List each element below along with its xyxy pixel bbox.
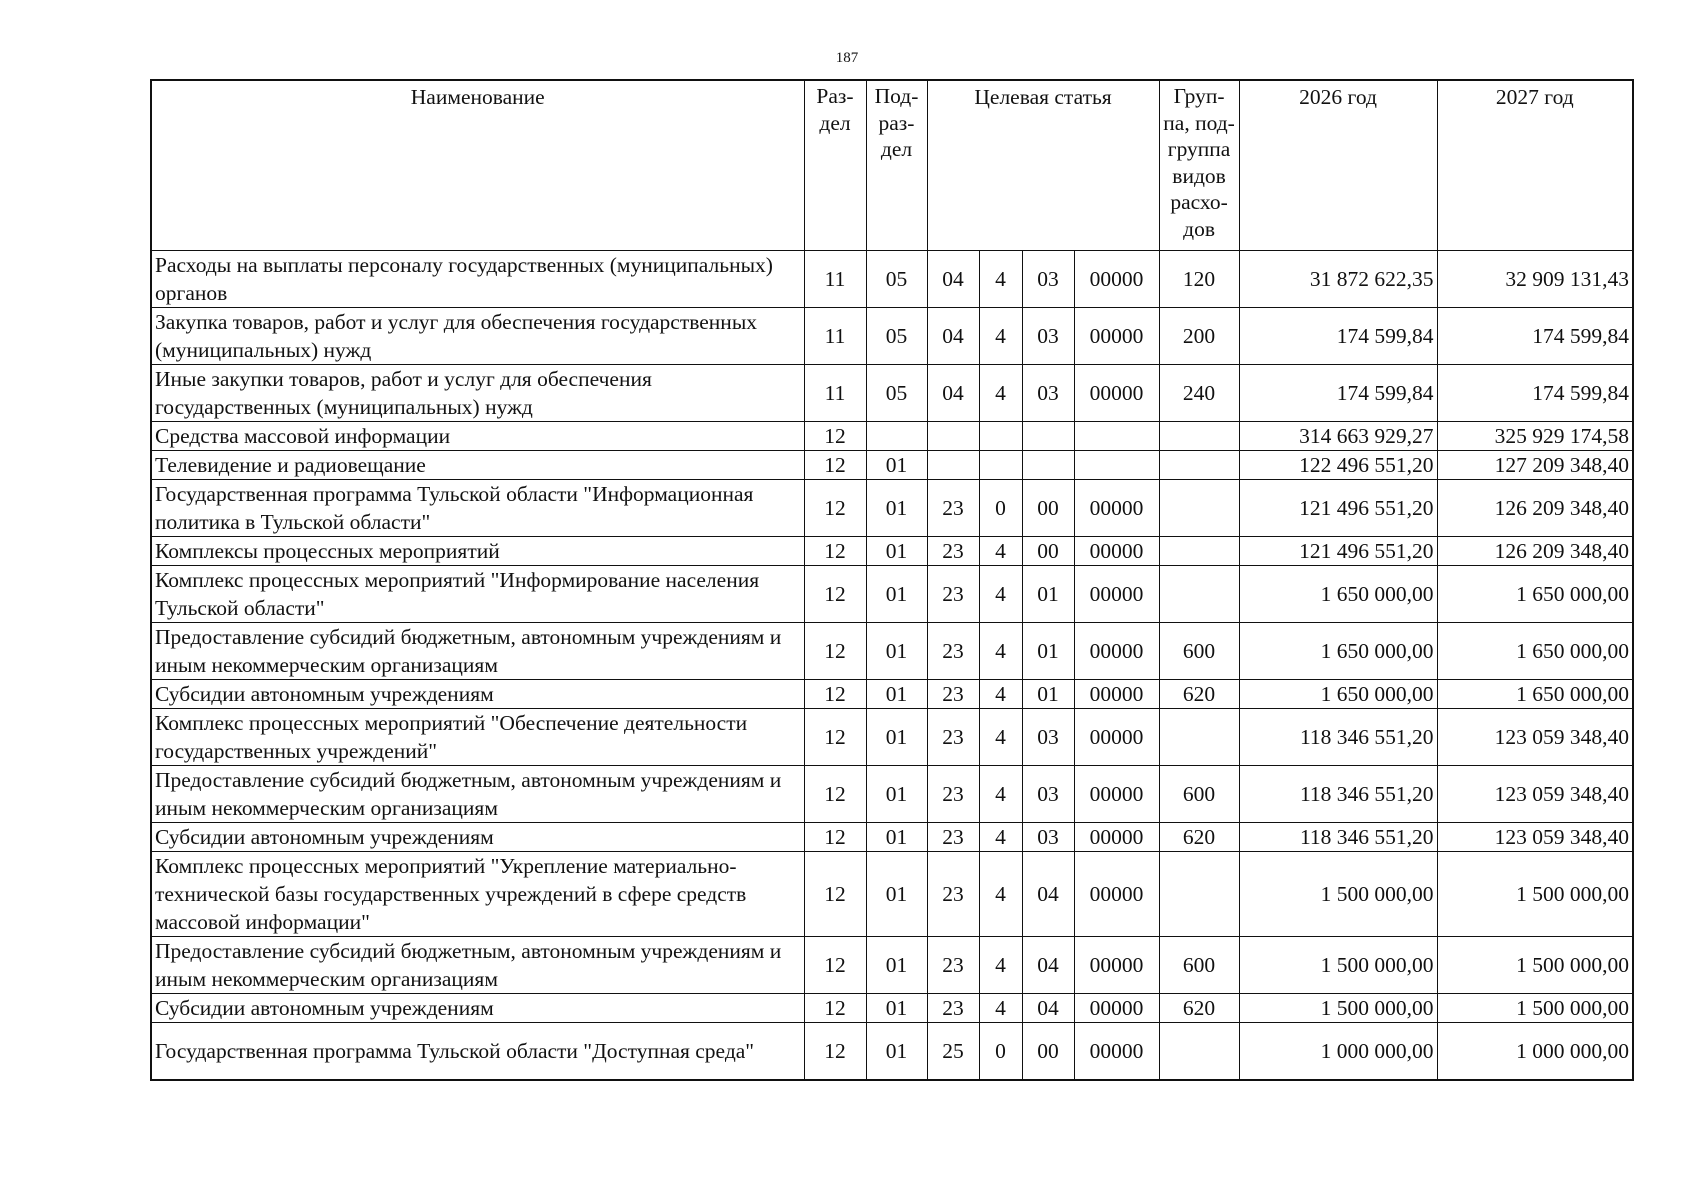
row-target-complex: 01 [1022,566,1074,623]
row-amount-2027: 123 059 348,40 [1437,823,1633,852]
row-section: 12 [804,680,866,709]
row-target-complex: 00 [1022,537,1074,566]
row-amount-2027: 123 059 348,40 [1437,709,1633,766]
row-target-program: 23 [927,566,979,623]
table-header-row [151,80,1633,251]
row-subsection: 01 [866,994,927,1023]
row-subsection: 01 [866,852,927,937]
row-amount-2027: 123 059 348,40 [1437,766,1633,823]
row-section: 12 [804,1023,866,1081]
row-subsection: 05 [866,365,927,422]
row-expense-group [1159,852,1239,937]
row-amount-2027: 1 500 000,00 [1437,852,1633,937]
row-target-direction: 00000 [1074,480,1159,537]
row-target-type: 4 [979,823,1022,852]
row-subsection [866,422,927,451]
row-target-type: 4 [979,937,1022,994]
row-target-program: 23 [927,994,979,1023]
row-target-type: 0 [979,480,1022,537]
row-target-direction [1074,451,1159,480]
row-target-complex: 01 [1022,623,1074,680]
row-section: 11 [804,308,866,365]
row-target-program [927,422,979,451]
row-target-program: 23 [927,937,979,994]
row-name: Предоставление субсидий бюджетным, автономным учреждениям и иным некоммерческим организациям [151,623,804,680]
row-section: 12 [804,852,866,937]
row-name: Субсидии автономным учреждениям [151,823,804,852]
table-row [151,1023,1633,1081]
row-amount-2027: 1 500 000,00 [1437,994,1633,1023]
row-target-program [927,451,979,480]
header-name: Наименование [151,80,804,251]
row-expense-group: 200 [1159,308,1239,365]
header-year-2026: 2026 год [1239,80,1437,251]
table-row [151,480,1633,537]
row-subsection: 01 [866,766,927,823]
row-target-program: 23 [927,680,979,709]
page-number: 187 [835,50,859,66]
row-expense-group: 600 [1159,623,1239,680]
row-expense-group: 240 [1159,365,1239,422]
row-amount-2027: 325 929 174,58 [1437,422,1633,451]
row-target-complex: 03 [1022,308,1074,365]
row-target-direction: 00000 [1074,709,1159,766]
row-target-complex: 01 [1022,680,1074,709]
row-target-direction [1074,422,1159,451]
row-expense-group [1159,480,1239,537]
row-expense-group [1159,422,1239,451]
table-row [151,680,1633,709]
row-section: 12 [804,623,866,680]
row-target-complex: 03 [1022,365,1074,422]
row-amount-2026: 118 346 551,20 [1239,709,1437,766]
table-row [151,766,1633,823]
row-section: 12 [804,709,866,766]
row-target-type: 4 [979,766,1022,823]
row-target-direction: 00000 [1074,852,1159,937]
row-target-type: 4 [979,852,1022,937]
row-amount-2026: 1 500 000,00 [1239,852,1437,937]
row-target-direction: 00000 [1074,365,1159,422]
table-row [151,709,1633,766]
row-target-complex: 03 [1022,709,1074,766]
row-target-program: 23 [927,537,979,566]
row-section: 11 [804,365,866,422]
row-subsection: 01 [866,680,927,709]
row-target-program: 23 [927,480,979,537]
row-amount-2026: 31 872 622,35 [1239,251,1437,308]
row-target-type [979,451,1022,480]
table-row [151,308,1633,365]
row-name: Комплекс процессных мероприятий "Обеспечение деятельности государственных учреждений" [151,709,804,766]
row-target-type: 4 [979,566,1022,623]
row-amount-2027: 1 500 000,00 [1437,937,1633,994]
row-target-direction: 00000 [1074,566,1159,623]
table-row [151,823,1633,852]
row-expense-group: 620 [1159,994,1239,1023]
row-target-direction: 00000 [1074,1023,1159,1081]
row-target-complex: 04 [1022,994,1074,1023]
budget-table [150,79,1634,1081]
row-expense-group [1159,1023,1239,1081]
header-expense-group: Груп- па, под- группа видов расхо- дов [1159,80,1239,251]
row-section: 11 [804,251,866,308]
row-target-direction: 00000 [1074,937,1159,994]
row-target-program: 23 [927,823,979,852]
row-name: Предоставление субсидий бюджетным, автономным учреждениям и иным некоммерческим организациям [151,766,804,823]
row-subsection: 01 [866,709,927,766]
table-row [151,251,1633,308]
row-subsection: 01 [866,480,927,537]
row-target-direction: 00000 [1074,680,1159,709]
row-amount-2027: 127 209 348,40 [1437,451,1633,480]
row-expense-group: 620 [1159,680,1239,709]
row-target-type: 4 [979,680,1022,709]
row-target-type: 4 [979,709,1022,766]
row-expense-group [1159,537,1239,566]
row-target-complex: 00 [1022,480,1074,537]
table-row [151,365,1633,422]
row-amount-2026: 118 346 551,20 [1239,766,1437,823]
row-section: 12 [804,451,866,480]
row-expense-group: 120 [1159,251,1239,308]
table-row [151,852,1633,937]
row-target-direction: 00000 [1074,308,1159,365]
row-name: Комплекс процессных мероприятий "Информирование населения Тульской области" [151,566,804,623]
row-target-direction: 00000 [1074,766,1159,823]
row-section: 12 [804,937,866,994]
row-subsection: 01 [866,937,927,994]
row-section: 12 [804,994,866,1023]
header-year-2027: 2027 год [1437,80,1633,251]
row-target-complex: 03 [1022,823,1074,852]
row-target-type: 4 [979,251,1022,308]
row-name: Субсидии автономным учреждениям [151,680,804,709]
row-target-complex [1022,451,1074,480]
row-target-direction: 00000 [1074,537,1159,566]
table-body [151,251,1633,1081]
row-amount-2026: 1 500 000,00 [1239,994,1437,1023]
row-section: 12 [804,537,866,566]
row-amount-2027: 1 000 000,00 [1437,1023,1633,1081]
row-target-program: 25 [927,1023,979,1081]
row-amount-2027: 126 209 348,40 [1437,480,1633,537]
row-subsection: 05 [866,251,927,308]
header-section: Раз- дел [804,80,866,251]
row-name: Предоставление субсидий бюджетным, автономным учреждениям и иным некоммерческим организациям [151,937,804,994]
row-target-type: 0 [979,1023,1022,1081]
row-subsection: 01 [866,823,927,852]
row-target-complex [1022,422,1074,451]
row-target-program: 23 [927,766,979,823]
row-amount-2026: 1 650 000,00 [1239,623,1437,680]
table-row [151,451,1633,480]
row-name: Государственная программа Тульской области "Информационная политика в Тульской области" [151,480,804,537]
row-target-program: 23 [927,852,979,937]
row-expense-group [1159,451,1239,480]
row-amount-2027: 126 209 348,40 [1437,537,1633,566]
row-expense-group: 620 [1159,823,1239,852]
row-amount-2026: 174 599,84 [1239,365,1437,422]
row-target-direction: 00000 [1074,251,1159,308]
row-amount-2026: 314 663 929,27 [1239,422,1437,451]
row-amount-2026: 118 346 551,20 [1239,823,1437,852]
row-amount-2027: 174 599,84 [1437,308,1633,365]
row-amount-2026: 122 496 551,20 [1239,451,1437,480]
row-amount-2026: 1 500 000,00 [1239,937,1437,994]
row-target-type [979,422,1022,451]
row-amount-2026: 1 650 000,00 [1239,680,1437,709]
row-section: 12 [804,566,866,623]
row-amount-2026: 121 496 551,20 [1239,480,1437,537]
row-expense-group: 600 [1159,937,1239,994]
row-amount-2027: 1 650 000,00 [1437,680,1633,709]
row-target-type: 4 [979,623,1022,680]
row-section: 12 [804,823,866,852]
table-row [151,623,1633,680]
row-subsection: 01 [866,537,927,566]
row-name: Государственная программа Тульской области "Доступная среда" [151,1023,804,1081]
row-amount-2027: 1 650 000,00 [1437,566,1633,623]
row-target-type: 4 [979,994,1022,1023]
row-target-program: 23 [927,709,979,766]
row-expense-group [1159,566,1239,623]
table-row [151,566,1633,623]
row-name: Закупка товаров, работ и услуг для обеспечения государственных (муниципальных) нужд [151,308,804,365]
row-target-direction: 00000 [1074,994,1159,1023]
row-section: 12 [804,480,866,537]
row-amount-2026: 1 650 000,00 [1239,566,1437,623]
row-section: 12 [804,766,866,823]
row-amount-2026: 174 599,84 [1239,308,1437,365]
row-amount-2027: 174 599,84 [1437,365,1633,422]
row-target-program: 04 [927,251,979,308]
row-amount-2026: 121 496 551,20 [1239,537,1437,566]
row-name: Иные закупки товаров, работ и услуг для обеспечения государственных (муниципальных) нужд [151,365,804,422]
table-row [151,422,1633,451]
row-expense-group: 600 [1159,766,1239,823]
header-target-article: Целевая статья [927,80,1159,251]
row-target-complex: 04 [1022,937,1074,994]
row-amount-2027: 32 909 131,43 [1437,251,1633,308]
row-target-type: 4 [979,537,1022,566]
row-target-complex: 03 [1022,766,1074,823]
row-target-complex: 03 [1022,251,1074,308]
row-section: 12 [804,422,866,451]
row-name: Комплексы процессных мероприятий [151,537,804,566]
row-name: Средства массовой информации [151,422,804,451]
row-target-program: 23 [927,623,979,680]
row-target-complex: 00 [1022,1023,1074,1081]
table-row [151,937,1633,994]
row-name: Расходы на выплаты персоналу государственных (муниципальных) органов [151,251,804,308]
row-name: Телевидение и радиовещание [151,451,804,480]
row-subsection: 01 [866,623,927,680]
row-subsection: 01 [866,1023,927,1081]
row-name: Субсидии автономным учреждениям [151,994,804,1023]
table-row [151,537,1633,566]
row-subsection: 05 [866,308,927,365]
row-subsection: 01 [866,566,927,623]
table-row [151,994,1633,1023]
row-target-type: 4 [979,308,1022,365]
row-target-complex: 04 [1022,852,1074,937]
row-subsection: 01 [866,451,927,480]
row-target-direction: 00000 [1074,823,1159,852]
row-amount-2026: 1 000 000,00 [1239,1023,1437,1081]
row-target-program: 04 [927,308,979,365]
row-target-direction: 00000 [1074,623,1159,680]
row-name: Комплекс процессных мероприятий "Укрепление материально-технической базы государственных учреждений в сфере средств массовой информации" [151,852,804,937]
row-amount-2027: 1 650 000,00 [1437,623,1633,680]
row-target-program: 04 [927,365,979,422]
row-expense-group [1159,709,1239,766]
header-subsection: Под- раз- дел [866,80,927,251]
row-target-type: 4 [979,365,1022,422]
